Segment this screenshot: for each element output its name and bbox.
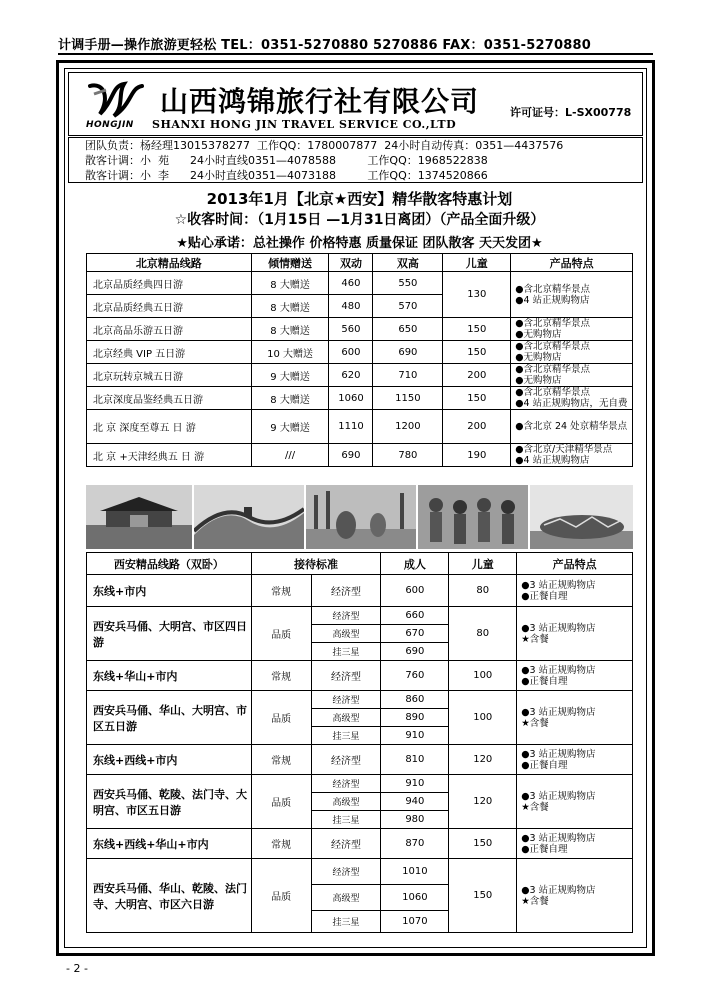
adult-price: 890 <box>381 709 449 727</box>
child-price: 150 <box>449 859 517 933</box>
route-name: 北京玩转京城五日游 <box>87 364 252 387</box>
child-price: 100 <box>449 661 517 691</box>
adult-price: 860 <box>381 691 449 709</box>
price-double-soft: 1110 <box>329 410 373 444</box>
features <box>511 410 633 444</box>
company-name-en: SHANXI HONG JIN TRAVEL SERVICE CO.,LTD <box>152 118 457 131</box>
tiananmen-photo <box>86 485 192 549</box>
contact-line: 散客计调：小 苑 24小时直线0351—4078588 工作QQ：1968522838 <box>85 154 488 167</box>
feature-line: ●3 站正规购物店 <box>521 579 596 591</box>
gift-count: 9 大赠送 <box>251 364 329 387</box>
service-standard: 品质 <box>251 607 311 661</box>
price-double-soft: 560 <box>329 318 373 341</box>
col-header: 双动 <box>329 254 373 272</box>
gift-count: 8 大赠送 <box>251 318 329 341</box>
col-header: 接待标准 <box>251 553 381 575</box>
feature-line: ●3 站正规购物店 <box>521 706 596 718</box>
top-banner <box>58 34 653 56</box>
child-price: 150 <box>443 341 511 364</box>
route-name: 北京品质经典四日游 <box>87 272 252 295</box>
tier-type: 挂三星 <box>311 811 381 829</box>
adult-price: 760 <box>381 661 449 691</box>
table-row <box>87 829 633 859</box>
route-name: 西安兵马俑、乾陵、法门寺、大明宫、市区五日游 <box>87 775 252 829</box>
price-double-high: 710 <box>373 364 443 387</box>
tier-type: 高级型 <box>311 885 381 911</box>
service-standard: 品质 <box>251 691 311 745</box>
features <box>517 575 633 607</box>
route-name: 东线+市内 <box>87 575 252 607</box>
feature-line: ●正餐自理 <box>521 843 568 855</box>
col-header: 西安精品线路（双卧） <box>87 553 252 575</box>
adult-price: 670 <box>381 625 449 643</box>
route-name: 西安兵马俑、华山、大明宫、市区五日游 <box>87 691 252 745</box>
feature-line: ●4 站正规购物店 <box>515 294 590 306</box>
top-banner-text: 计调手册—操作旅游更轻松 TEL：0351-5270880 5270886 FAX：0351-5270880 <box>58 38 591 53</box>
feature-line: ★含餐 <box>521 717 549 729</box>
features <box>517 691 633 745</box>
gift-count: 8 大赠送 <box>251 387 329 410</box>
adult-price: 1070 <box>381 911 449 933</box>
child-price: 100 <box>449 691 517 745</box>
contact-line: 团队负责：杨经理13015378277 工作QQ：1780007877 24小时自动传真：0351—4437576 <box>85 139 564 152</box>
child-price: 190 <box>443 444 511 467</box>
price-double-soft: 480 <box>329 295 373 318</box>
table-row <box>87 745 633 775</box>
table-row <box>87 318 633 341</box>
tier-type: 经济型 <box>311 775 381 793</box>
tier-type: 挂三星 <box>311 643 381 661</box>
feature-line: ●无购物店 <box>515 329 562 340</box>
service-promise: ★贴心承诺：总社操作 价格特惠 质量保证 团队散客 天天发团★ <box>176 236 543 251</box>
company-logo-icon <box>84 80 148 120</box>
features <box>511 318 633 341</box>
route-name: 北京深度品鉴经典五日游 <box>87 387 252 410</box>
table-row <box>87 410 633 444</box>
feature-line: ●4 站正规购物店，无自费 <box>515 398 628 409</box>
col-header: 双高 <box>373 254 443 272</box>
service-standard: 常规 <box>251 661 311 691</box>
route-name: 东线+华山+市内 <box>87 661 252 691</box>
adult-price: 870 <box>381 829 449 859</box>
tier-type: 经济型 <box>311 691 381 709</box>
adult-price: 910 <box>381 727 449 745</box>
table-row <box>87 272 633 295</box>
table-row <box>87 387 633 410</box>
tier-type: 经济型 <box>311 859 381 885</box>
child-price: 200 <box>443 410 511 444</box>
price-double-high: 650 <box>373 318 443 341</box>
price-double-soft: 460 <box>329 272 373 295</box>
feature-line: ●4 站正规购物店 <box>515 455 590 466</box>
gift-count: /// <box>251 444 329 467</box>
table-row <box>87 444 633 467</box>
child-price: 80 <box>449 607 517 661</box>
tier-type: 经济型 <box>311 745 381 775</box>
features <box>517 829 633 859</box>
feature-line: ●含北京 24 处京精华景点 <box>515 421 628 432</box>
feature-line: ●3 站正规购物店 <box>521 664 596 676</box>
tier-type: 高级型 <box>311 709 381 727</box>
features <box>511 341 633 364</box>
route-name: 西安兵马俑、华山、乾陵、法门寺、大明宫、市区六日游 <box>87 859 252 933</box>
feature-line: ●正餐自理 <box>521 675 568 687</box>
contact-info <box>68 137 643 183</box>
company-name: 山西鸿锦旅行社有限公司 <box>160 85 480 118</box>
feature-line: ●3 站正规购物店 <box>521 884 596 896</box>
gift-count: 9 大赠送 <box>251 410 329 444</box>
tier-type: 挂三星 <box>311 911 381 933</box>
table-row <box>87 575 633 607</box>
feature-line: ●正餐自理 <box>521 759 568 771</box>
table-row <box>87 607 633 625</box>
tier-type: 经济型 <box>311 575 381 607</box>
feature-line: ●无购物店 <box>515 375 562 386</box>
price-double-high: 1150 <box>373 387 443 410</box>
booking-period: ☆收客时间：（1月15日 —1月31日离团）（产品全面升级） <box>174 212 545 228</box>
table-row <box>87 691 633 709</box>
tier-type: 经济型 <box>311 829 381 859</box>
tier-type: 高级型 <box>311 625 381 643</box>
adult-price: 910 <box>381 775 449 793</box>
feature-line: ●无购物店 <box>515 352 562 363</box>
col-header: 儿童 <box>449 553 517 575</box>
price-double-soft: 690 <box>329 444 373 467</box>
feature-line: ●含北京精华景点 <box>515 364 590 375</box>
feature-line: ●含北京精华景点 <box>515 318 590 329</box>
feature-line: ●3 站正规购物店 <box>521 832 596 844</box>
child-price: 150 <box>443 318 511 341</box>
feature-line: ●3 站正规购物店 <box>521 622 596 634</box>
tier-type: 挂三星 <box>311 727 381 745</box>
price-double-high: 690 <box>373 341 443 364</box>
route-name: 西安兵马俑、大明宫、市区四日游 <box>87 607 252 661</box>
route-name: 东线+西线+市内 <box>87 745 252 775</box>
adult-price: 940 <box>381 793 449 811</box>
gift-count: 8 大赠送 <box>251 295 329 318</box>
child-price: 120 <box>449 745 517 775</box>
table-row <box>87 364 633 387</box>
feature-line: ●含北京精华景点 <box>515 387 590 398</box>
price-double-soft: 600 <box>329 341 373 364</box>
beijing-route-table <box>86 253 633 467</box>
contact-line: 散客计调：小 李 24小时直线0351—4073188 工作QQ：1374520866 <box>85 169 488 182</box>
service-standard: 常规 <box>251 745 311 775</box>
feature-line: ★含餐 <box>521 633 549 645</box>
tier-type: 经济型 <box>311 607 381 625</box>
route-name: 北京品质经典五日游 <box>87 295 252 318</box>
features <box>511 364 633 387</box>
route-name: 北 京 深度至尊五 日 游 <box>87 410 252 444</box>
child-price: 130 <box>443 272 511 318</box>
col-header: 产品特点 <box>511 254 633 272</box>
service-standard: 品质 <box>251 775 311 829</box>
license-number: 许可证号：L-SX00778 <box>510 106 632 119</box>
adult-price: 1060 <box>381 885 449 911</box>
feature-line: ●含北京/天津精华景点 <box>515 444 613 455</box>
service-standard: 常规 <box>251 575 311 607</box>
adult-price: 660 <box>381 607 449 625</box>
price-double-soft: 620 <box>329 364 373 387</box>
adult-price: 980 <box>381 811 449 829</box>
route-name: 东线+西线+华山+市内 <box>87 829 252 859</box>
child-price: 150 <box>443 387 511 410</box>
landmark-photo-strip <box>86 485 633 549</box>
col-header: 儿童 <box>443 254 511 272</box>
feature-line: ●正餐自理 <box>521 590 568 602</box>
col-header: 北京精品线路 <box>87 254 252 272</box>
price-double-high: 570 <box>373 295 443 318</box>
table-row <box>87 341 633 364</box>
table-row <box>87 775 633 793</box>
adult-price: 1010 <box>381 859 449 885</box>
child-price: 120 <box>449 775 517 829</box>
table-header-row <box>87 254 633 272</box>
features <box>517 607 633 661</box>
feature-line: ●3 站正规购物店 <box>521 748 596 760</box>
col-header: 产品特点 <box>517 553 633 575</box>
gift-count: 10 大赠送 <box>251 341 329 364</box>
features <box>517 859 633 933</box>
features <box>511 444 633 467</box>
child-price: 80 <box>449 575 517 607</box>
logo-text: HONGJIN <box>86 120 134 130</box>
price-double-high: 1200 <box>373 410 443 444</box>
service-standard: 常规 <box>251 829 311 859</box>
birds-nest-stadium-photo <box>530 485 633 549</box>
table-row <box>87 859 633 885</box>
adult-price: 810 <box>381 745 449 775</box>
features <box>517 661 633 691</box>
features <box>517 745 633 775</box>
route-name: 北 京 +天津经典五 日 游 <box>87 444 252 467</box>
service-standard: 品质 <box>251 859 311 933</box>
col-header: 倾情赠送 <box>251 254 329 272</box>
feature-line: ●3 站正规购物店 <box>521 790 596 802</box>
price-double-high: 780 <box>373 444 443 467</box>
feature-line: ●含北京精华景点 <box>515 341 590 352</box>
tier-type: 高级型 <box>311 793 381 811</box>
adult-price: 600 <box>381 575 449 607</box>
adult-price: 690 <box>381 643 449 661</box>
col-header: 成人 <box>381 553 449 575</box>
route-name: 北京高品乐游五日游 <box>87 318 252 341</box>
price-double-soft: 1060 <box>329 387 373 410</box>
tier-type: 经济型 <box>311 661 381 691</box>
table-header-row <box>87 553 633 575</box>
plan-title: 2013年1月【北京★西安】精华散客特惠计划 <box>206 190 513 208</box>
xian-route-table <box>86 552 633 933</box>
page-number: - 2 - <box>66 962 88 975</box>
features <box>517 775 633 829</box>
route-name: 北京经典 VIP 五日游 <box>87 341 252 364</box>
child-price: 150 <box>449 829 517 859</box>
price-double-high: 550 <box>373 272 443 295</box>
feature-line: ●含北京精华景点 <box>515 283 590 295</box>
features <box>511 387 633 410</box>
tomb-avenue-photo <box>306 485 416 549</box>
features <box>511 272 633 318</box>
feature-line: ★含餐 <box>521 801 549 813</box>
gift-count: 8 大赠送 <box>251 272 329 295</box>
great-wall-photo <box>194 485 304 549</box>
table-row <box>87 661 633 691</box>
feature-line: ★含餐 <box>521 895 549 907</box>
child-price: 200 <box>443 364 511 387</box>
terracotta-warriors-photo <box>418 485 528 549</box>
